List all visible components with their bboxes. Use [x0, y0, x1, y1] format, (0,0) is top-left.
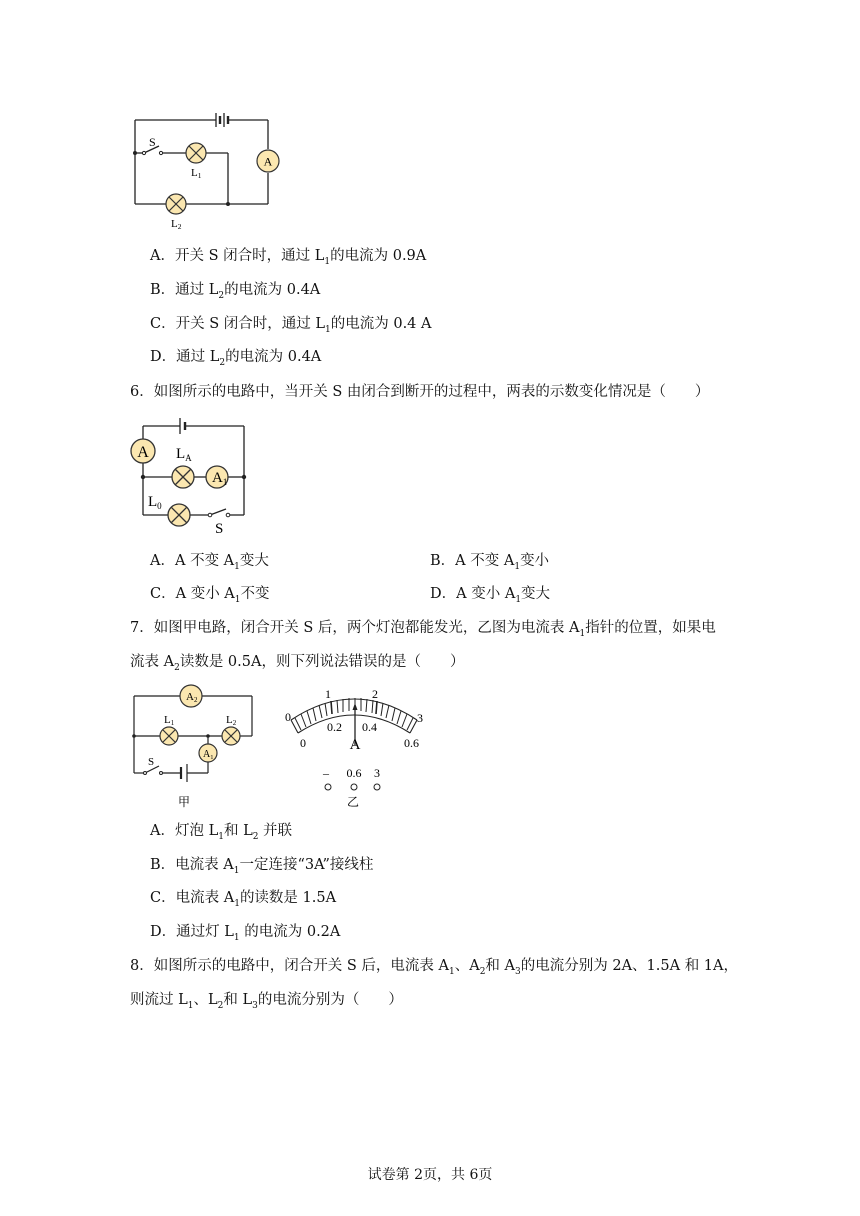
option-key: C．: [150, 890, 176, 906]
q6-option-a[interactable]: [150, 551, 269, 577]
subscript: 2: [218, 290, 225, 301]
terminal-06: 0.6: [346, 766, 362, 780]
option-text: 一定连接“3A”接线柱: [239, 857, 374, 873]
lamp-l2-label: L2: [226, 714, 237, 727]
subscript: 2: [174, 662, 180, 673]
subscript: 3: [252, 1000, 258, 1011]
lamp-l1-label: L1: [164, 714, 175, 727]
stem-text: 的电流分别为 2A、1.5A 和 1A，: [520, 958, 739, 974]
option-key: B．: [150, 282, 176, 298]
subscript: 1: [187, 1000, 194, 1011]
stem-text: 读数是 0.5A，则下列说法错误的是（ ）: [179, 654, 465, 670]
scale-top-2: 2: [372, 687, 378, 701]
scale-bottom-04: 0.4: [362, 720, 377, 734]
q6-option-c[interactable]: [150, 584, 270, 610]
subscript: 1: [234, 561, 240, 572]
option-text: A 变小 A: [456, 586, 516, 602]
figure-caption-jia: 甲: [178, 795, 191, 809]
q6-option-b[interactable]: [430, 551, 549, 577]
subscript: 1: [579, 628, 586, 639]
terminal-circle: [374, 784, 380, 790]
option-text: A 不变 A: [174, 553, 235, 569]
option-text: 变大: [521, 586, 551, 602]
circuit-diagram-q6: [128, 414, 258, 539]
switch-label: S: [148, 756, 155, 768]
option-text: 的电流为 0.9A: [330, 248, 427, 264]
subscript: 2: [217, 1000, 224, 1011]
option-text: 通过灯 L: [176, 924, 234, 940]
stem-text: 7．如图甲电路，闭合开关 S 后，两个灯泡都能发光，乙图为电流表 A: [130, 620, 580, 636]
scale-top-1: 1: [325, 687, 331, 701]
option-text: 的电流为 0.2A: [239, 924, 341, 940]
option-text: 和 L: [223, 823, 253, 839]
stem-text: 流表 A: [130, 654, 175, 670]
subscript: 1: [515, 594, 522, 605]
lamp-l1-icon: [160, 727, 178, 745]
lamp-l2-icon: [222, 727, 240, 745]
option-text: 的电流为 0.4 A: [330, 316, 432, 332]
circuit-diagram-q7-jia: [126, 683, 261, 813]
subscript: 1: [325, 324, 331, 335]
stem-text: 和 L: [223, 992, 253, 1008]
q5-option-d[interactable]: [150, 347, 321, 373]
option-text: 开关 S 闭合时，通过 L: [174, 248, 325, 264]
subscript: 1: [233, 865, 240, 876]
option-key: A．: [150, 248, 175, 264]
unit-label: A: [349, 737, 361, 753]
q5-option-c[interactable]: [150, 314, 431, 340]
option-text: 变大: [239, 553, 269, 569]
option-key: D．: [150, 349, 177, 365]
q6-option-d[interactable]: [430, 584, 550, 610]
option-text: 通过 L: [176, 349, 220, 365]
scale-bottom-0: 0: [300, 736, 306, 750]
subscript: 1: [233, 932, 240, 943]
subscript: 2: [479, 966, 486, 977]
option-key: C．: [150, 316, 176, 332]
subscript: 1: [324, 256, 331, 267]
lamp-l1-icon: [186, 143, 206, 163]
option-key: D．: [430, 586, 457, 602]
option-text: 的读数是 1.5A: [239, 890, 337, 906]
lamp-la-label: $L_A$: [176, 446, 192, 463]
q5-option-a[interactable]: [150, 246, 426, 272]
q7-option-c[interactable]: [150, 888, 336, 914]
q7-stem-line1: [130, 618, 716, 644]
option-key: B．: [430, 553, 456, 569]
lamp-l0-label: $L_0$: [148, 494, 162, 511]
scale-top-0: 0: [285, 710, 291, 724]
option-text: 的电流为 0.4A: [225, 349, 322, 365]
option-text: 并联: [258, 823, 293, 839]
stem-text: 8．如图所示的电路中，闭合开关 S 后，电流表 A: [130, 958, 449, 974]
option-key: B．: [150, 857, 176, 873]
q5-option-b[interactable]: [150, 280, 320, 306]
terminal-circle: [351, 784, 357, 790]
stem-text: 则流过 L: [130, 992, 188, 1008]
q7-stem-line2: [130, 652, 464, 678]
ammeter-dial-q7-yi: [276, 683, 436, 813]
stem-text: 和 A: [485, 958, 516, 974]
option-text: 电流表 A: [175, 857, 234, 873]
subscript: 2: [252, 831, 259, 842]
option-text: 变小: [520, 553, 550, 569]
switch-label: S: [215, 521, 224, 537]
option-key: C．: [150, 586, 176, 602]
subscript: 3: [515, 966, 521, 977]
lamp-l1-label: L1: [191, 167, 202, 180]
option-key: A．: [150, 823, 175, 839]
lamp-la-icon: [172, 466, 194, 488]
page-footer: 试卷第 2页，共 6页: [367, 1167, 493, 1183]
lamp-l2-icon: [166, 194, 186, 214]
terminal-negative: –: [323, 766, 329, 780]
stem-text: 、L: [193, 992, 218, 1008]
subscript: 2: [219, 357, 226, 368]
option-text: A 变小 A: [175, 586, 235, 602]
option-text: 通过 L: [175, 282, 219, 298]
option-text: 开关 S 闭合时，通过 L: [175, 316, 325, 332]
stem-text: 指针的位置，如果电: [585, 620, 716, 636]
subscript: 1: [514, 561, 521, 572]
q7-option-d[interactable]: [150, 922, 340, 948]
option-key: A．: [150, 553, 175, 569]
lamp-l2-label: L2: [171, 218, 182, 231]
subscript: 1: [218, 831, 224, 842]
ammeter-a1-label: $A_1$: [212, 470, 228, 487]
q6-stem: 6．如图所示的电路中，当开关 S 由闭合到断开的过程中，两表的示数变化情况是（ ）: [130, 384, 710, 400]
ammeter-label: A: [263, 154, 273, 169]
ammeter-a1-label: $A_1$: [203, 749, 214, 761]
scale-bottom-06: 0.6: [404, 736, 419, 750]
terminal-3: 3: [374, 766, 380, 780]
scale-bottom-02: 0.2: [327, 720, 342, 734]
figure-caption-yi: 乙: [346, 795, 360, 809]
q8-stem-line2: [130, 990, 403, 1016]
subscript: 1: [234, 594, 241, 605]
scale-top-3: 3: [417, 711, 423, 725]
ammeter-a2-label: A2: [186, 691, 198, 704]
option-text: 的电流为 0.4A: [224, 282, 321, 298]
ammeter-a-label: A: [137, 444, 149, 461]
q7-option-b[interactable]: [150, 855, 373, 881]
subscript: 1: [448, 966, 455, 977]
option-text: 灯泡 L: [174, 823, 219, 839]
terminal-circle: [325, 784, 331, 790]
option-key: D．: [150, 924, 177, 940]
stem-text: 、A: [454, 958, 480, 974]
subscript: 1: [234, 898, 240, 909]
circuit-diagram-q5: [128, 108, 278, 234]
option-text: 不变: [240, 586, 270, 602]
lamp-l0-icon: [168, 504, 190, 526]
option-text: 电流表 A: [175, 890, 235, 906]
option-text: A 不变 A: [455, 553, 515, 569]
stem-text: 的电流分别为（ ）: [257, 992, 403, 1008]
switch-label: S: [149, 135, 156, 149]
q7-option-a[interactable]: [150, 821, 292, 847]
q8-stem-line1: [130, 956, 738, 982]
